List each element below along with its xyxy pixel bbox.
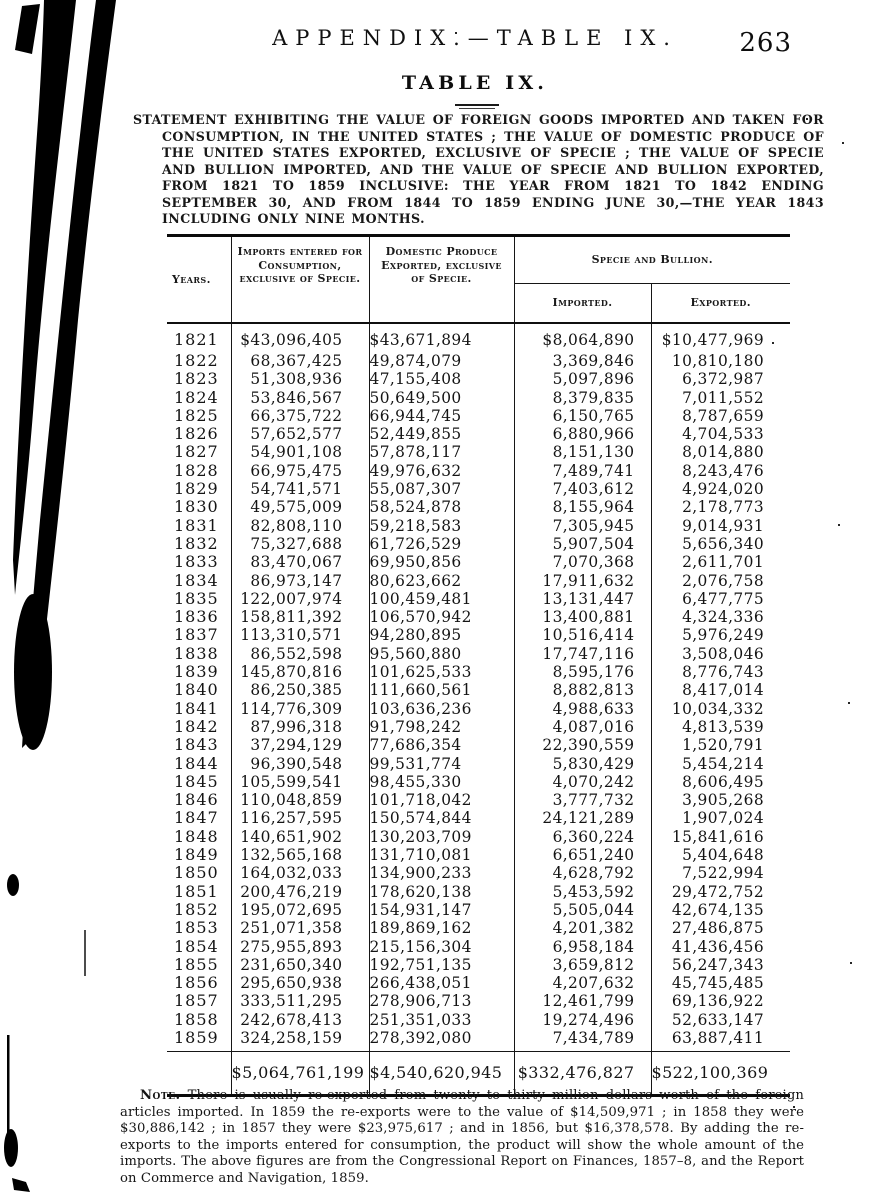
year-cell: 1825 <box>174 405 219 425</box>
imports-cell: 82,808,110 <box>231 517 369 535</box>
imports-cell: 54,901,108 <box>231 443 369 461</box>
specie-imported-cell: 13,131,447 <box>514 590 651 608</box>
table-row <box>167 590 790 608</box>
column-header-years: Years. <box>167 236 231 324</box>
footnote-text: There is usually re-exported from twenty to thirty million dollars worth of the foreign articles imported. In 1859 the re-exports were to the value of $14,509,971 ; in 1858 they were $30,886,142 ; in 1857 they were $23,975,617 ; and in 1856, but $16,378,578. By adding the re-exports to the imports entered for consumption, the product will show the whole amount of the imports. The above figures are from the Congressional Report on Finances, 1857–8, and the Report on Commerce and Navigation, 1859. <box>120 1088 805 1186</box>
table-row <box>167 352 790 370</box>
specie-imported-cell: $8,064,890 <box>514 323 651 352</box>
domestic-cell: 57,878,117 <box>369 443 514 461</box>
specie-imported-cell: 8,595,176 <box>514 663 651 681</box>
imports-cell: 105,599,541 <box>231 773 369 791</box>
domestic-cell: 266,438,051 <box>369 974 514 992</box>
specie-imported-cell: 5,830,429 <box>514 755 651 773</box>
imports-cell: 86,552,598 <box>231 645 369 663</box>
table-row <box>167 645 790 663</box>
imports-cell: 275,955,893 <box>231 938 369 956</box>
domestic-cell: 61,726,529 <box>369 535 514 553</box>
domestic-cell: $43,671,894 <box>369 323 514 352</box>
specie-imported-cell: 6,360,224 <box>514 828 651 846</box>
domestic-cell: 189,869,162 <box>369 919 514 937</box>
specie-exported-cell: 5,656,340 <box>651 535 790 553</box>
domestic-cell: 134,900,233 <box>369 864 514 882</box>
domestic-cell: 91,798,242 <box>369 718 514 736</box>
year-cell: 1853 <box>174 918 219 938</box>
year-cell: 1841 <box>174 698 219 718</box>
imports-cell: 86,973,147 <box>231 572 369 590</box>
specie-exported-cell: 4,324,336 <box>651 608 790 626</box>
year-cell: 1822 <box>174 351 219 370</box>
domestic-cell: 215,156,304 <box>369 938 514 956</box>
specie-exported-cell: 6,372,987 <box>651 370 790 388</box>
imports-cell: 140,651,902 <box>231 828 369 846</box>
year-cell: 1826 <box>174 424 219 444</box>
imports-cell: 132,565,168 <box>231 846 369 864</box>
table-row <box>167 370 790 388</box>
footnote-label: Note. <box>140 1088 181 1103</box>
title-rule <box>455 104 499 106</box>
imports-cell: 122,007,974 <box>231 590 369 608</box>
domestic-cell: 150,574,844 <box>369 809 514 827</box>
table-row <box>167 323 790 352</box>
specie-imported-cell: 24,121,289 <box>514 809 651 827</box>
imports-cell: 324,258,159 <box>231 1029 369 1052</box>
year-cell: 1833 <box>174 552 219 572</box>
domestic-cell: 103,636,236 <box>369 700 514 718</box>
domestic-cell: 94,280,895 <box>369 626 514 644</box>
imports-cell: 53,846,567 <box>231 389 369 407</box>
specie-exported-cell: 6,477,775 <box>651 590 790 608</box>
specie-imported-cell: 8,151,130 <box>514 443 651 461</box>
specie-exported-cell: 10,034,332 <box>651 700 790 718</box>
domestic-cell: 251,351,033 <box>369 1011 514 1029</box>
specie-exported-cell: 3,508,046 <box>651 645 790 663</box>
specie-exported-cell: 5,404,648 <box>651 846 790 864</box>
year-cell: 1837 <box>174 625 219 645</box>
totals-imports-cell: $5,064,761,199 <box>231 1052 369 1096</box>
year-cell: 1851 <box>174 881 219 901</box>
year-cell: 1828 <box>174 460 219 480</box>
imports-cell: 49,575,009 <box>231 498 369 516</box>
specie-imported-cell: 7,403,612 <box>514 480 651 498</box>
imports-cell: 96,390,548 <box>231 755 369 773</box>
specie-exported-cell: 56,247,343 <box>651 956 790 974</box>
year-cell: 1832 <box>174 533 219 553</box>
table-row <box>167 864 790 882</box>
imports-cell: 37,294,129 <box>231 736 369 754</box>
year-cell: 1849 <box>174 845 219 865</box>
page-number: 263 <box>739 28 792 58</box>
specie-exported-cell: 1,520,791 <box>651 736 790 754</box>
specie-exported-cell: 1,907,024 <box>651 809 790 827</box>
column-header-specie-imported: Imported. <box>514 284 651 324</box>
table-row <box>167 608 790 626</box>
year-cell: 1846 <box>174 790 219 810</box>
table-row <box>167 938 790 956</box>
specie-imported-cell: 6,150,765 <box>514 407 651 425</box>
year-cell: 1824 <box>174 387 219 407</box>
footnote <box>120 1088 804 1188</box>
specie-exported-cell: 63,887,411 <box>651 1029 790 1052</box>
data-table <box>167 234 790 1097</box>
specie-exported-cell: 5,976,249 <box>651 626 790 644</box>
scan-speck <box>850 962 852 964</box>
table-row <box>167 718 790 736</box>
specie-imported-cell: 22,390,559 <box>514 736 651 754</box>
specie-exported-cell: 10,810,180 <box>651 352 790 370</box>
table-row <box>167 1029 790 1052</box>
specie-imported-cell: 12,461,799 <box>514 992 651 1010</box>
imports-cell: 86,250,385 <box>231 681 369 699</box>
year-cell: 1847 <box>174 808 219 828</box>
domestic-cell: 192,751,135 <box>369 956 514 974</box>
specie-exported-cell: 2,076,758 <box>651 572 790 590</box>
year-cell: 1839 <box>174 662 219 682</box>
specie-imported-cell: 5,505,044 <box>514 901 651 919</box>
domestic-cell: 66,944,745 <box>369 407 514 425</box>
specie-exported-cell: 2,178,773 <box>651 498 790 516</box>
specie-exported-cell: 27,486,875 <box>651 919 790 937</box>
imports-cell: 195,072,695 <box>231 901 369 919</box>
domestic-cell: 130,203,709 <box>369 828 514 846</box>
imports-cell: 295,650,938 <box>231 974 369 992</box>
specie-exported-cell: 7,522,994 <box>651 864 790 882</box>
specie-imported-cell: 4,201,382 <box>514 919 651 937</box>
table-row <box>167 736 790 754</box>
imports-cell: 54,741,571 <box>231 480 369 498</box>
specie-imported-cell: 4,087,016 <box>514 718 651 736</box>
year-cell: 1844 <box>174 753 219 773</box>
table-row <box>167 443 790 461</box>
domestic-cell: 47,155,408 <box>369 370 514 388</box>
imports-cell: 83,470,067 <box>231 553 369 571</box>
specie-exported-cell: 7,011,552 <box>651 389 790 407</box>
table-row <box>167 681 790 699</box>
imports-cell: 158,811,392 <box>231 608 369 626</box>
imports-cell: 113,310,571 <box>231 626 369 644</box>
table-row <box>167 956 790 974</box>
column-header-imports: Imports entered for Consumption, exclusive of Specie. <box>231 236 369 324</box>
imports-cell: 51,308,936 <box>231 370 369 388</box>
totals-domestic-cell: $4,540,620,945 <box>369 1052 514 1096</box>
year-cell: 1821 <box>174 330 219 350</box>
year-cell: 1840 <box>174 680 219 700</box>
year-cell: 1829 <box>174 479 219 499</box>
domestic-cell: 111,660,561 <box>369 681 514 699</box>
domestic-cell: 69,950,856 <box>369 553 514 571</box>
table-title: TABLE IX. <box>401 72 549 94</box>
year-cell: 1831 <box>174 515 219 535</box>
imports-cell: 66,975,475 <box>231 462 369 480</box>
imports-cell: 66,375,722 <box>231 407 369 425</box>
year-cell: 1830 <box>174 497 219 517</box>
specie-imported-cell: 6,651,240 <box>514 846 651 864</box>
totals-specie-exported-cell: $522,100,369 <box>651 1052 790 1096</box>
specie-exported-cell: 41,436,456 <box>651 938 790 956</box>
specie-imported-cell: 19,274,496 <box>514 1011 651 1029</box>
table-row <box>167 663 790 681</box>
domestic-cell: 106,570,942 <box>369 608 514 626</box>
specie-exported-cell: 4,704,533 <box>651 425 790 443</box>
table-row <box>167 517 790 535</box>
imports-cell: 116,257,595 <box>231 809 369 827</box>
year-cell: 1845 <box>174 771 219 791</box>
table-row <box>167 828 790 846</box>
imports-cell: 251,071,358 <box>231 919 369 937</box>
domestic-cell: 99,531,774 <box>369 755 514 773</box>
specie-imported-cell: 5,907,504 <box>514 535 651 553</box>
year-cell: 1842 <box>174 716 219 736</box>
imports-cell: $43,096,405 <box>231 323 369 352</box>
table-row <box>167 407 790 425</box>
statement-caption: STATEMENT EXHIBITING THE VALUE OF FOREIGN GOODS IMPORTED AND TAKEN FOR CONSUMPTION, IN THE UNITED STATES ; THE VALUE OF DOMESTIC PRODUCE OF THE UNITED STATES EXPORTED, EXCLUSIVE OF SPECIE ; THE VALUE OF SPECIE AND BULLION IMPORTED, AND THE VALUE OF SPECIE AND BULLION EXPORTED, FROM 1821 TO 1859 INCLUSIVE: THE YEAR FROM 1821 TO 1842 ENDING SEPTEMBER 30, AND FROM 1844 TO 1859 ENDING JUNE 30,—THE YEAR 1843 INCLUDING ONLY NINE MONTHS. <box>133 112 824 226</box>
year-cell: 1843 <box>174 735 219 755</box>
specie-exported-cell: 8,776,743 <box>651 663 790 681</box>
year-cell: 1857 <box>174 991 219 1011</box>
year-cell: 1858 <box>174 1009 219 1029</box>
table-row <box>167 1011 790 1029</box>
specie-exported-cell: 3,905,268 <box>651 791 790 809</box>
imports-cell: 333,511,295 <box>231 992 369 1010</box>
table-header <box>167 236 790 324</box>
year-cell: 1854 <box>174 936 219 956</box>
specie-imported-cell: 8,882,813 <box>514 681 651 699</box>
domestic-cell: 101,718,042 <box>369 791 514 809</box>
specie-exported-cell: 8,417,014 <box>651 681 790 699</box>
specie-imported-cell: 17,747,116 <box>514 645 651 663</box>
domestic-cell: 80,623,662 <box>369 572 514 590</box>
table-body <box>167 323 790 1052</box>
domestic-cell: 77,686,354 <box>369 736 514 754</box>
table-row <box>167 498 790 516</box>
specie-imported-cell: 7,434,789 <box>514 1029 651 1052</box>
specie-imported-cell: 13,400,881 <box>514 608 651 626</box>
table-row <box>167 626 790 644</box>
year-cell: 1836 <box>174 607 219 627</box>
specie-imported-cell: 7,305,945 <box>514 517 651 535</box>
table-row <box>167 480 790 498</box>
year-cell: 1852 <box>174 899 219 919</box>
imports-cell: 114,776,309 <box>231 700 369 718</box>
specie-exported-cell: 29,472,752 <box>651 883 790 901</box>
specie-exported-cell: 4,813,539 <box>651 718 790 736</box>
totals-specie-imported-cell: $332,476,827 <box>514 1052 651 1096</box>
imports-cell: 68,367,425 <box>231 352 369 370</box>
imports-cell: 200,476,219 <box>231 883 369 901</box>
year-cell: 1856 <box>174 973 219 993</box>
specie-imported-cell: 5,453,592 <box>514 883 651 901</box>
column-header-specie-group: Specie and Bullion. <box>514 236 790 284</box>
year-cell: 1850 <box>174 863 219 883</box>
year-cell: 1838 <box>174 643 219 663</box>
specie-exported-cell: 42,674,135 <box>651 901 790 919</box>
specie-exported-cell: 5,454,214 <box>651 755 790 773</box>
domestic-cell: 50,649,500 <box>369 389 514 407</box>
table-row <box>167 846 790 864</box>
column-header-specie-exported: Exported. <box>651 284 790 324</box>
year-cell: 1855 <box>174 954 219 974</box>
specie-imported-cell: 6,880,966 <box>514 425 651 443</box>
domestic-cell: 178,620,138 <box>369 883 514 901</box>
imports-cell: 231,650,340 <box>231 956 369 974</box>
domestic-cell: 55,087,307 <box>369 480 514 498</box>
scan-speck <box>848 702 850 704</box>
imports-cell: 87,996,318 <box>231 718 369 736</box>
specie-imported-cell: 10,516,414 <box>514 626 651 644</box>
specie-exported-cell: 45,745,485 <box>651 974 790 992</box>
specie-imported-cell: 4,070,242 <box>514 773 651 791</box>
specie-exported-cell: 8,787,659 <box>651 407 790 425</box>
table-row <box>167 992 790 1010</box>
table-row <box>167 919 790 937</box>
domestic-cell: 49,976,632 <box>369 462 514 480</box>
year-cell: 1827 <box>174 442 219 462</box>
table-row <box>167 901 790 919</box>
table-row <box>167 425 790 443</box>
specie-exported-cell: 52,633,147 <box>651 1011 790 1029</box>
running-head: APPENDIX.—TABLE IX. <box>272 26 678 50</box>
domestic-cell: 58,524,878 <box>369 498 514 516</box>
table-row <box>167 773 790 791</box>
column-header-domestic: Domestic Produce Exported, exclusive of Specie. <box>369 236 514 324</box>
table-row <box>167 700 790 718</box>
year-cell: 1834 <box>174 570 219 590</box>
scan-speck <box>842 142 844 144</box>
imports-cell: 110,048,859 <box>231 791 369 809</box>
specie-imported-cell: 4,207,632 <box>514 974 651 992</box>
imports-cell: 164,032,033 <box>231 864 369 882</box>
domestic-cell: 101,625,533 <box>369 663 514 681</box>
year-cell: 1823 <box>174 369 219 389</box>
table-row <box>167 809 790 827</box>
domestic-cell: 278,906,713 <box>369 992 514 1010</box>
domestic-cell: 100,459,481 <box>369 590 514 608</box>
specie-imported-cell: 17,911,632 <box>514 572 651 590</box>
specie-exported-cell: 9,014,931 <box>651 517 790 535</box>
domestic-cell: 49,874,079 <box>369 352 514 370</box>
domestic-cell: 131,710,081 <box>369 846 514 864</box>
year-cell: 1848 <box>174 826 219 846</box>
specie-imported-cell: 8,155,964 <box>514 498 651 516</box>
specie-exported-cell: 8,014,880 <box>651 443 790 461</box>
year-cell: 1835 <box>174 588 219 608</box>
imports-cell: 242,678,413 <box>231 1011 369 1029</box>
domestic-cell: 52,449,855 <box>369 425 514 443</box>
table-row <box>167 389 790 407</box>
table-row <box>167 791 790 809</box>
specie-imported-cell: 4,628,792 <box>514 864 651 882</box>
domestic-cell: 154,931,147 <box>369 901 514 919</box>
specie-imported-cell: 3,777,732 <box>514 791 651 809</box>
specie-imported-cell: 8,379,835 <box>514 389 651 407</box>
imports-cell: 75,327,688 <box>231 535 369 553</box>
domestic-cell: 98,455,330 <box>369 773 514 791</box>
specie-exported-cell: 4,924,020 <box>651 480 790 498</box>
specie-imported-cell: 3,369,846 <box>514 352 651 370</box>
specie-exported-cell: 15,841,616 <box>651 828 790 846</box>
specie-exported-cell: 2,611,701 <box>651 553 790 571</box>
specie-exported-cell: 69,136,922 <box>651 992 790 1010</box>
table-row <box>167 974 790 992</box>
specie-imported-cell: 6,958,184 <box>514 938 651 956</box>
specie-imported-cell: 5,097,896 <box>514 370 651 388</box>
table-row <box>167 462 790 480</box>
imports-cell: 145,870,816 <box>231 663 369 681</box>
specie-imported-cell: 7,489,741 <box>514 462 651 480</box>
domestic-cell: 59,218,583 <box>369 517 514 535</box>
scan-speck <box>838 524 840 526</box>
year-cell: 1859 <box>174 1027 219 1047</box>
specie-imported-cell: 7,070,368 <box>514 553 651 571</box>
imports-cell: 57,652,577 <box>231 425 369 443</box>
specie-exported-cell: 8,606,495 <box>651 773 790 791</box>
specie-imported-cell: 3,659,812 <box>514 956 651 974</box>
table-row <box>167 572 790 590</box>
domestic-cell: 95,560,880 <box>369 645 514 663</box>
specie-exported-cell: 8,243,476 <box>651 462 790 480</box>
table-row <box>167 883 790 901</box>
specie-exported-cell: $10,477,969 <box>651 323 790 352</box>
table-row <box>167 535 790 553</box>
table-row <box>167 755 790 773</box>
specie-imported-cell: 4,988,633 <box>514 700 651 718</box>
domestic-cell: 278,392,080 <box>369 1029 514 1052</box>
table-row <box>167 553 790 571</box>
